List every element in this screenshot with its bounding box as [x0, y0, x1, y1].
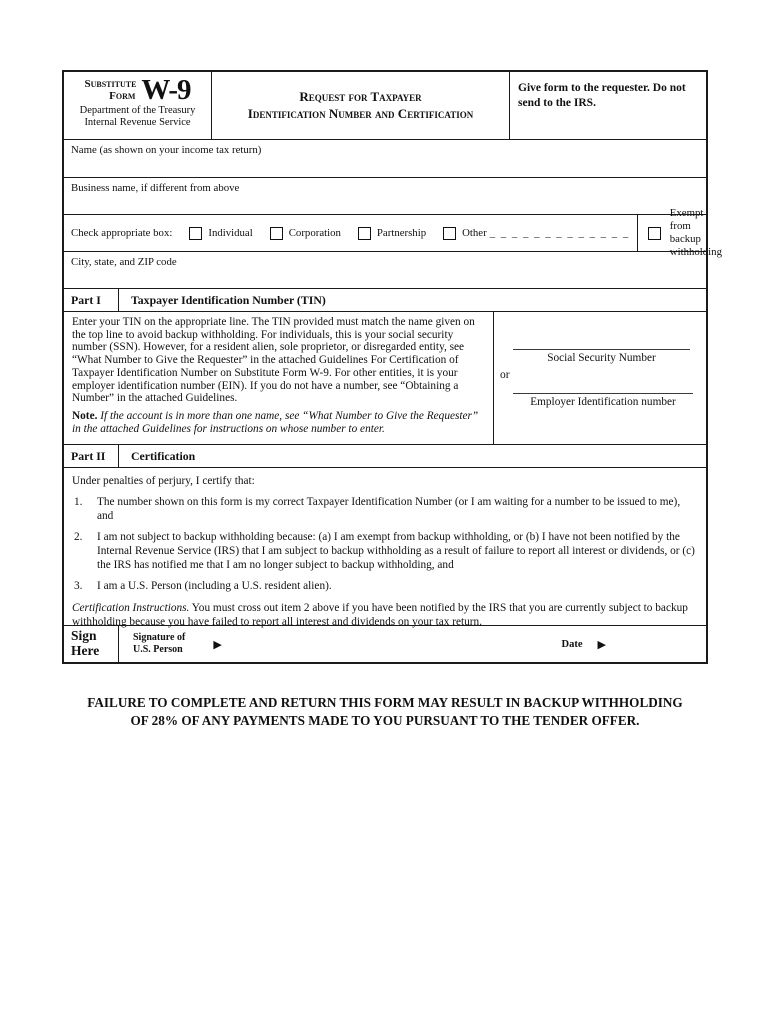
date-label: Date: [561, 638, 583, 650]
checkbox-exempt-backup-withholding[interactable]: [648, 227, 661, 240]
ein-block: [513, 393, 693, 408]
warning-line1: FAILURE TO COMPLETE AND RETURN THIS FORM MAY RESULT IN BACKUP WITHHOLDING: [87, 695, 683, 710]
form-header: [64, 72, 706, 140]
item-1-text: The number shown on this form is my correct Taxpayer Identification Number (or I am waiting for a number to be issued to me), and: [97, 496, 681, 522]
checkbox-individual[interactable]: [189, 227, 202, 240]
form-label: Form: [109, 89, 136, 102]
certification-item-2: [72, 530, 698, 572]
check-appropriate-box-label: Check appropriate box:: [71, 227, 173, 239]
exempt-cell: [638, 207, 728, 258]
signature-of-line2: U.S. Person: [133, 644, 183, 655]
form-title: [212, 72, 510, 139]
part2-label: Part II: [64, 445, 119, 467]
signature-arrow-icon: ▶: [213, 638, 222, 651]
date-arrow-icon: ▶: [597, 638, 606, 651]
item-3-text: I am a U.S. Person (including a U.S. resident alien).: [97, 580, 332, 592]
date-block: [562, 638, 606, 651]
requester-note: Give form to the requester. Do not send to the IRS.: [518, 82, 686, 110]
certification-item-3: [72, 579, 698, 593]
signature-row: [64, 626, 706, 662]
checkbox-corporation-label: Corporation: [288, 227, 341, 239]
form-id-block: [64, 72, 212, 139]
substitute-form-label: [84, 79, 136, 102]
checkbox-partnership-label: Partnership: [376, 227, 427, 239]
item-2-number: 2.: [74, 531, 83, 543]
certification-intro: Under penalties of perjury, I certify that:: [72, 475, 255, 487]
city-state-zip-label: City, state, and ZIP code: [71, 256, 177, 268]
checkbox-corporation[interactable]: [270, 227, 283, 240]
tin-note: [72, 410, 485, 435]
checkbox-partnership[interactable]: [358, 227, 371, 240]
item-2-text: I am not subject to backup withholding because: (a) I am exempt from backup withholding, or (b) I have not been notified by the Internal Revenue Service (IRS) that I am subject to backup withholding as a result of failure to report all interest or dividends, or (c) the IRS has notified me that I am no longer subject to backup withholding, and: [97, 531, 695, 571]
checkbox-other[interactable]: [443, 227, 456, 240]
name-field[interactable]: [64, 140, 706, 178]
tin-section: [64, 312, 706, 445]
tin-body-text: Enter your TIN on the appropriate line. The TIN provided must match the name given on the top line to avoid backup withholding. For individuals, this is your social security number (SSN). However, for a resident alien, sole proprietor, or disregarded entity, see “What Number to Give the Requester” in the attached Guidelines For Certification of Taxpayer Identification Number on Substitute Form W-9. For other entities, it is your employer identification number (EIN). If you do not have a number, see “Obtaining a Number” in the attached Guidelines.: [72, 316, 475, 405]
business-name-field[interactable]: [64, 178, 706, 215]
date-input-line[interactable]: [606, 626, 706, 662]
tin-note-text: If the account is in more than one name, see “What Number to Give the Requester” in the attached Guidelines for instructions on whose number to enter.: [72, 409, 479, 435]
ein-label: Employer Identification number: [530, 396, 676, 408]
part1-label: Part I: [64, 289, 119, 311]
entity-type-row: [64, 207, 722, 258]
exempt-label: Exempt from backup withholding: [669, 207, 722, 258]
business-name-label: Business name, if different from above: [71, 182, 240, 194]
part1-title: Taxpayer Identification Number (TIN): [131, 293, 326, 307]
substitute-label: Substitute: [84, 78, 137, 90]
entity-type-options: [64, 215, 638, 251]
form-title-line2: Identification Number and Certification: [247, 105, 474, 121]
department-label: Department of the Treasury: [79, 104, 196, 116]
ssn-block: [513, 349, 690, 364]
signature-area: [119, 626, 706, 662]
part2-title: Certification: [131, 449, 196, 463]
signature-of-label: [133, 632, 185, 656]
sign-here-line1: Sign: [71, 628, 97, 643]
tin-instructions: [64, 312, 494, 444]
checkbox-individual-label: Individual: [208, 227, 253, 239]
signature-of-line1: Signature of: [133, 632, 186, 643]
form-title-line1: Request for Taxpayer: [299, 88, 422, 104]
city-state-zip-field[interactable]: [64, 252, 706, 289]
backup-withholding-warning: [0, 694, 770, 729]
form-number: W-9: [141, 74, 191, 106]
form-brand: [67, 74, 208, 106]
certification-instructions: [72, 601, 698, 629]
part2-header: [64, 445, 706, 468]
part1-header: [64, 289, 706, 312]
other-text-line[interactable]: _ _ _ _ _ _ _ _ _ _ _ _ _: [489, 227, 630, 239]
tin-entry-area: [494, 312, 706, 444]
certification-section: [64, 468, 706, 626]
signature-input-line[interactable]: [222, 626, 562, 662]
warning-line2: OF 28% OF ANY PAYMENTS MADE TO YOU PURSUANT TO THE TENDER OFFER.: [130, 712, 640, 728]
w9-form: [62, 70, 722, 664]
certification-item-1: [72, 495, 698, 523]
name-label: Name (as shown on your income tax return): [71, 144, 262, 156]
certification-instructions-text: You must cross out item 2 above if you have been notified by the IRS that you are currently subject to backup withholding because you have failed to report all interest and dividends on your tax return.: [72, 602, 688, 628]
checkbox-other-label: Other: [462, 227, 487, 239]
ssn-label: Social Security Number: [547, 352, 656, 364]
item-1-number: 1.: [74, 496, 83, 508]
certification-instructions-label: Certification Instructions.: [72, 602, 190, 614]
sign-here-line2: Here: [71, 643, 100, 659]
item-3-number: 3.: [74, 580, 83, 592]
tin-note-label: Note.: [72, 409, 98, 422]
or-label: or: [500, 369, 510, 381]
sign-here-label: [64, 626, 119, 662]
service-label: Internal Revenue Service: [84, 117, 191, 129]
